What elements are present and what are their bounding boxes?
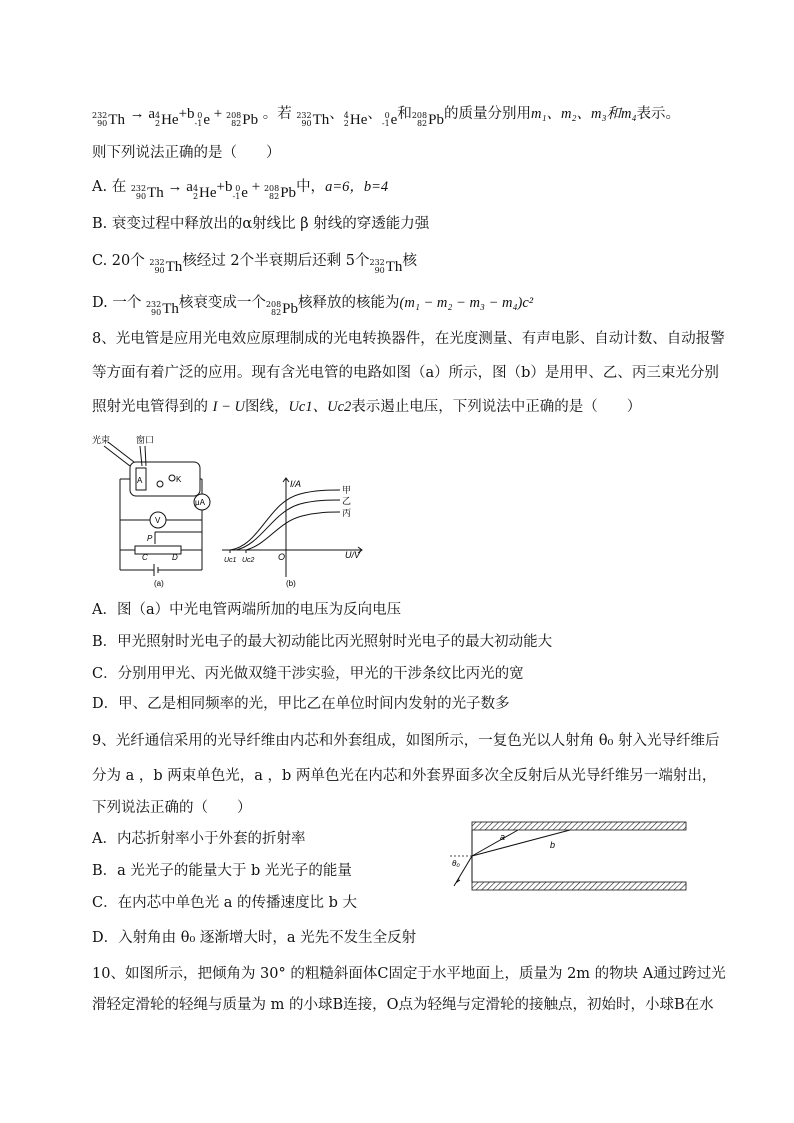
q9-fiber-figure: [440, 818, 690, 898]
q7-option-c: C. 20个 232 90 Th 核经过 2个半衰期后还剩 5个 232 90 Th 核: [92, 253, 417, 275]
q9-option-b: B．a 光光子的能量大于 b 光光子的能量: [92, 863, 352, 879]
fig-b-origin: O: [278, 552, 286, 562]
q9-fig-b-label: b: [550, 840, 556, 850]
q8-figure: [90, 432, 370, 588]
q7-c-end: 核: [402, 253, 417, 269]
fig-b-jia: 甲: [342, 485, 352, 495]
q8-option-c: C．分别用甲光、丙光做双缝干涉实验，甲光的干涉条纹比丙光的宽: [92, 666, 524, 682]
q7-c-mid: 核经过 2个半衰期后还剩 5个: [182, 253, 370, 269]
fig-b-bing: 丙: [342, 508, 352, 518]
he4-nuclide: 4 2 He: [154, 111, 179, 128]
q7-option-a: A. 在 232 90 Th → a 4 2 He +b 0 -1 e + 208 82 Pb 中，a=6，b=4: [92, 179, 389, 201]
q9-fig-a-label: a: [500, 832, 506, 842]
q8-line3-pre: 照射光电管得到的: [92, 399, 208, 415]
q9-fig-theta-label: θ₀: [452, 859, 460, 868]
q7-intro-rest: 。若: [262, 106, 292, 122]
q7-c-pre: C. 20个: [92, 253, 145, 269]
q7-option-d: D. 一个 232 90 Th 核衰变成一个 208 82 Pb 核释放的核能为(m₁ − m₂ − m₃ − m₄)c²: [92, 295, 534, 317]
fig-b-yi: 乙: [342, 496, 352, 506]
q9-line2: 分为 a ，b 两束单色光，a ，b 两单色光在内芯和外套界面多次全反射后从光导纤维另一端射出，: [92, 768, 717, 784]
fig-b-xaxis: U/V: [345, 550, 361, 560]
q7-d-formula: (m₁ − m₂ − m₃ − m₄)c²: [399, 295, 534, 311]
fig-a-window-label: 窗口: [136, 435, 155, 445]
fig-a-caption: (a): [154, 579, 164, 588]
q9-line1: 9、光纤通信采用的光导纤维由内芯和外套组成，如图所示，一复色光以人射角 θ₀ 射入光导纤维后: [92, 733, 720, 749]
q7-d-pre: D. 一个: [92, 295, 142, 311]
q9-line3: 下列说法正确的（ ）: [92, 800, 252, 816]
q7-a-values: a=6，b=4: [325, 179, 389, 195]
fig-b-uc2: Uc2: [242, 557, 255, 564]
fig-a-D: D: [172, 553, 178, 562]
q8-line1: 8、光电管是应用光电效应原理制成的光电转换器件，在光度测量、有声电影、自动计数、自动报警: [92, 331, 725, 347]
q7-d-mid: 核衰变成一个: [178, 295, 266, 311]
q8-option-b: B．甲光照射时光电子的最大初动能比丙光照射时光电子的最大初动能大: [92, 634, 553, 650]
q7-d-mid2: 核释放的核能为: [298, 295, 400, 311]
q7-intro-end: 表示。: [636, 106, 681, 122]
q7-a-mid: 中，: [296, 179, 326, 195]
fig-a-uA: μA: [195, 498, 205, 507]
fig-a-P: P: [147, 534, 153, 543]
q8-option-d: D．甲、乙是相同频率的光，甲比乙在单位时间内发射的光子数多: [92, 696, 510, 712]
q7-ask: 则下列说法正确的是（ ）: [92, 145, 281, 161]
th232-nuclide: 232 90 Th: [92, 111, 125, 128]
q8-iu: I − U: [212, 399, 245, 415]
q7-masses: m₁、m₂、m₃和m₄: [530, 106, 637, 122]
q8-line3-end: 表示遏止电压，下列说法中正确的是（ ）: [351, 399, 642, 415]
q7-option-b: B. 衰变过程中释放出的α射线比 β 射线的穿透能力强: [92, 216, 430, 232]
fig-a-K: K: [176, 475, 182, 484]
q7-intro-line: 232 90 Th → a 4 2 He +b 0 -1 e + 208 82 Pb 。若 232 90 Th 、 4 2 He 、 0 -1 e 和 208 82 Pb 的质量分别用m₁、m₂、m₃和m₄表示。: [92, 106, 681, 128]
q8-line3: [92, 397, 641, 417]
q8-option-a: A．图（a）中光电管两端所加的电压为反向电压: [92, 602, 402, 618]
fig-a-light-label: 光束: [92, 435, 111, 445]
fig-a-A: A: [137, 476, 143, 485]
q7-intro-tail: 的质量分别用: [443, 106, 531, 122]
q9-option-d: D．入射角由 θ₀ 逐渐增大时，a 光先不发生全反射: [92, 930, 417, 946]
fig-b-yaxis: I/A: [290, 479, 302, 489]
fig-a-C: C: [142, 553, 148, 562]
q8-line3-mid: 图线，: [244, 399, 289, 415]
q9-option-c: C．在内芯中单色光 a 的传播速度比 b 大: [92, 895, 357, 911]
fig-b-caption: (b): [286, 579, 296, 588]
fig-a-V: V: [155, 516, 161, 525]
fig-b-uc1: Uc1: [224, 557, 237, 564]
q8-line2: 等方面有着广泛的应用。现有含光电管的电路如图（a）所示，图（b）是用甲、乙、丙三束光分别: [92, 365, 719, 381]
q10-line2: 滑轻定滑轮的轻绳与质量为 m 的小球B连接，O点为轻绳与定滑轮的接触点，初始时，小球B在水: [92, 997, 714, 1013]
q7-a-pre: A. 在: [92, 179, 127, 195]
electron-nuclide: 0 -1 e: [194, 111, 211, 128]
q8-uc: Uc1、Uc2: [288, 399, 352, 415]
q9-option-a: A．内芯折射率小于外套的折射率: [92, 831, 306, 847]
pb208-nuclide: 208 82 Pb: [225, 111, 259, 128]
q10-line1: 10、如图所示，把倾角为 30° 的粗糙斜面体C固定于水平地面上，质量为 2m 的物块 A通过跨过光: [92, 966, 726, 982]
